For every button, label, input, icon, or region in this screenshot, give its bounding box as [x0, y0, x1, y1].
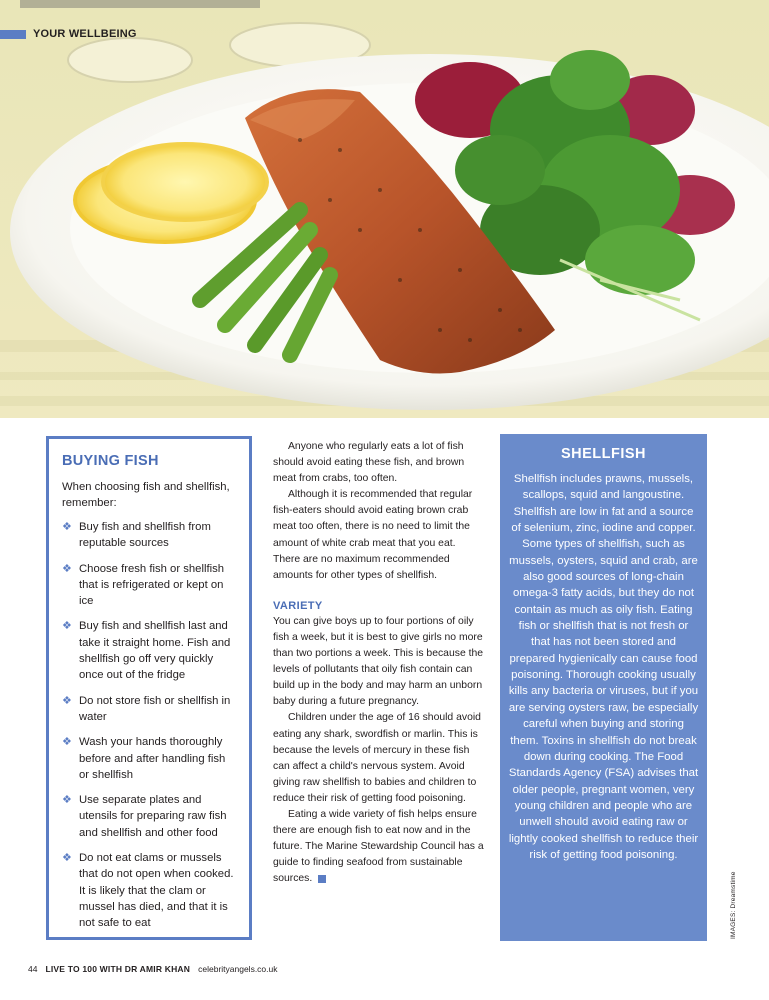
- paragraph: Children under the age of 16 should avoid eating any shark, swordfish or marlin. This is because the levels of mercury in these fish can affect a child's nervous system. Avoid giving raw shellfish to babies and children to reduce their risk of getting food poisoning.: [273, 712, 481, 804]
- list-item: ❖ Use separate plates and utensils for preparing raw fish and shellfish and other food: [62, 792, 237, 841]
- list-item: ❖ Buy fish and shellfish from reputable sources: [62, 519, 237, 552]
- diamond-bullet-icon: ❖: [62, 521, 72, 533]
- shellfish-box: [500, 434, 707, 941]
- paragraph: [273, 807, 485, 887]
- diamond-bullet-icon: ❖: [62, 794, 72, 807]
- diamond-bullet-icon: ❖: [62, 852, 72, 865]
- list-item: ❖ Do not store fish or shellfish in water: [62, 693, 237, 726]
- paragraph-text: Eating a wide variety of fish helps ensure there are enough fish to eat now and in the future. The Marine Stewardship Council has a guide to finding seafood from sustainable sources.: [273, 808, 484, 885]
- end-mark-icon: [318, 875, 326, 883]
- list-item: ❖ Choose fresh fish or shellfish that is refrigerated or kept on ice: [62, 561, 237, 610]
- buying-fish-box: [46, 436, 252, 940]
- paragraph: You can give boys up to four portions of oily fish a week, but it is best to give girls no more than two portions a week. This is because the levels of pollutants that oily fish contain can build up in the body and may harm an unborn baby during a future pregnancy.: [273, 615, 484, 708]
- variety-heading: VARIETY: [273, 599, 323, 612]
- section-tag-label: YOUR WELLBEING: [33, 28, 137, 40]
- website-link[interactable]: celebrityangels.co.uk: [198, 964, 278, 974]
- image-credit: [730, 867, 740, 939]
- paragraph: Although it is recommended that regular fish-eaters should avoid eating brown crab meat too often, there is no need to limit the amount of white crab meat that you eat. There are no maximum recommended amounts for other types of shellfish.: [273, 489, 473, 581]
- section-tag-bar: [0, 30, 26, 39]
- buying-fish-list: [62, 519, 237, 932]
- list-item: ❖ Do not eat clams or mussels that do not open when cooked. It is likely that the clam or mussel has died, and that it is not safe to eat: [62, 850, 237, 931]
- section-tag: [0, 27, 137, 41]
- buying-fish-title: BUYING FISH: [62, 453, 159, 469]
- image-credit-text: IMAGES: Dreamstime: [730, 871, 737, 939]
- shellfish-body: Shellfish includes prawns, mussels, scallops, squid and langoustine. Shellfish are low in fat and a source of selenium, zinc, iodine and copper. Some types of shellfish, such as mussels, oysters, squid and crab, are also good sources of long-chain omega-3 fatty acids, but they do not contain as much as oily fish. Eating fish or shellfish that is not fresh or that has not been stored and prepared hygienically can cause food poisoning. Thorough cooking usually kills any bacteria or viruses, but if you are serving oysters raw, be especially careful when buying and storing them. Toxins in shellfish do not break down during cooking. The Food Standards Agency (FSA) advises that older people, pregnant women, very young children and people who are unwell should avoid eating raw or lightly cooked shellfish to reduce their risk of getting food poisoning.: [508, 473, 699, 861]
- diamond-bullet-icon: ❖: [62, 620, 72, 633]
- article-column: [273, 439, 485, 887]
- shellfish-title: SHELLFISH: [560, 446, 647, 462]
- page-footer: [28, 964, 278, 974]
- list-item: ❖ Buy fish and shellfish last and take it straight home. Fish and shellfish go off very quickly once out of the fridge: [62, 618, 237, 683]
- buying-fish-intro: When choosing fish and shellfish, remember:: [62, 481, 230, 509]
- diamond-bullet-icon: ❖: [62, 694, 72, 707]
- list-item: ❖ Wash your hands thoroughly before and after handling fish or shellfish: [62, 734, 237, 783]
- paragraph: Anyone who regularly eats a lot of fish should avoid eating these fish, and brown meat from crabs, too often.: [273, 441, 465, 485]
- salmon-plate-photo: [0, 0, 769, 418]
- diamond-bullet-icon: ❖: [62, 736, 72, 749]
- diamond-bullet-icon: ❖: [62, 562, 72, 575]
- page-number: 44: [28, 964, 38, 974]
- magazine-title: LIVE TO 100 WITH DR AMIR KHAN: [45, 964, 191, 974]
